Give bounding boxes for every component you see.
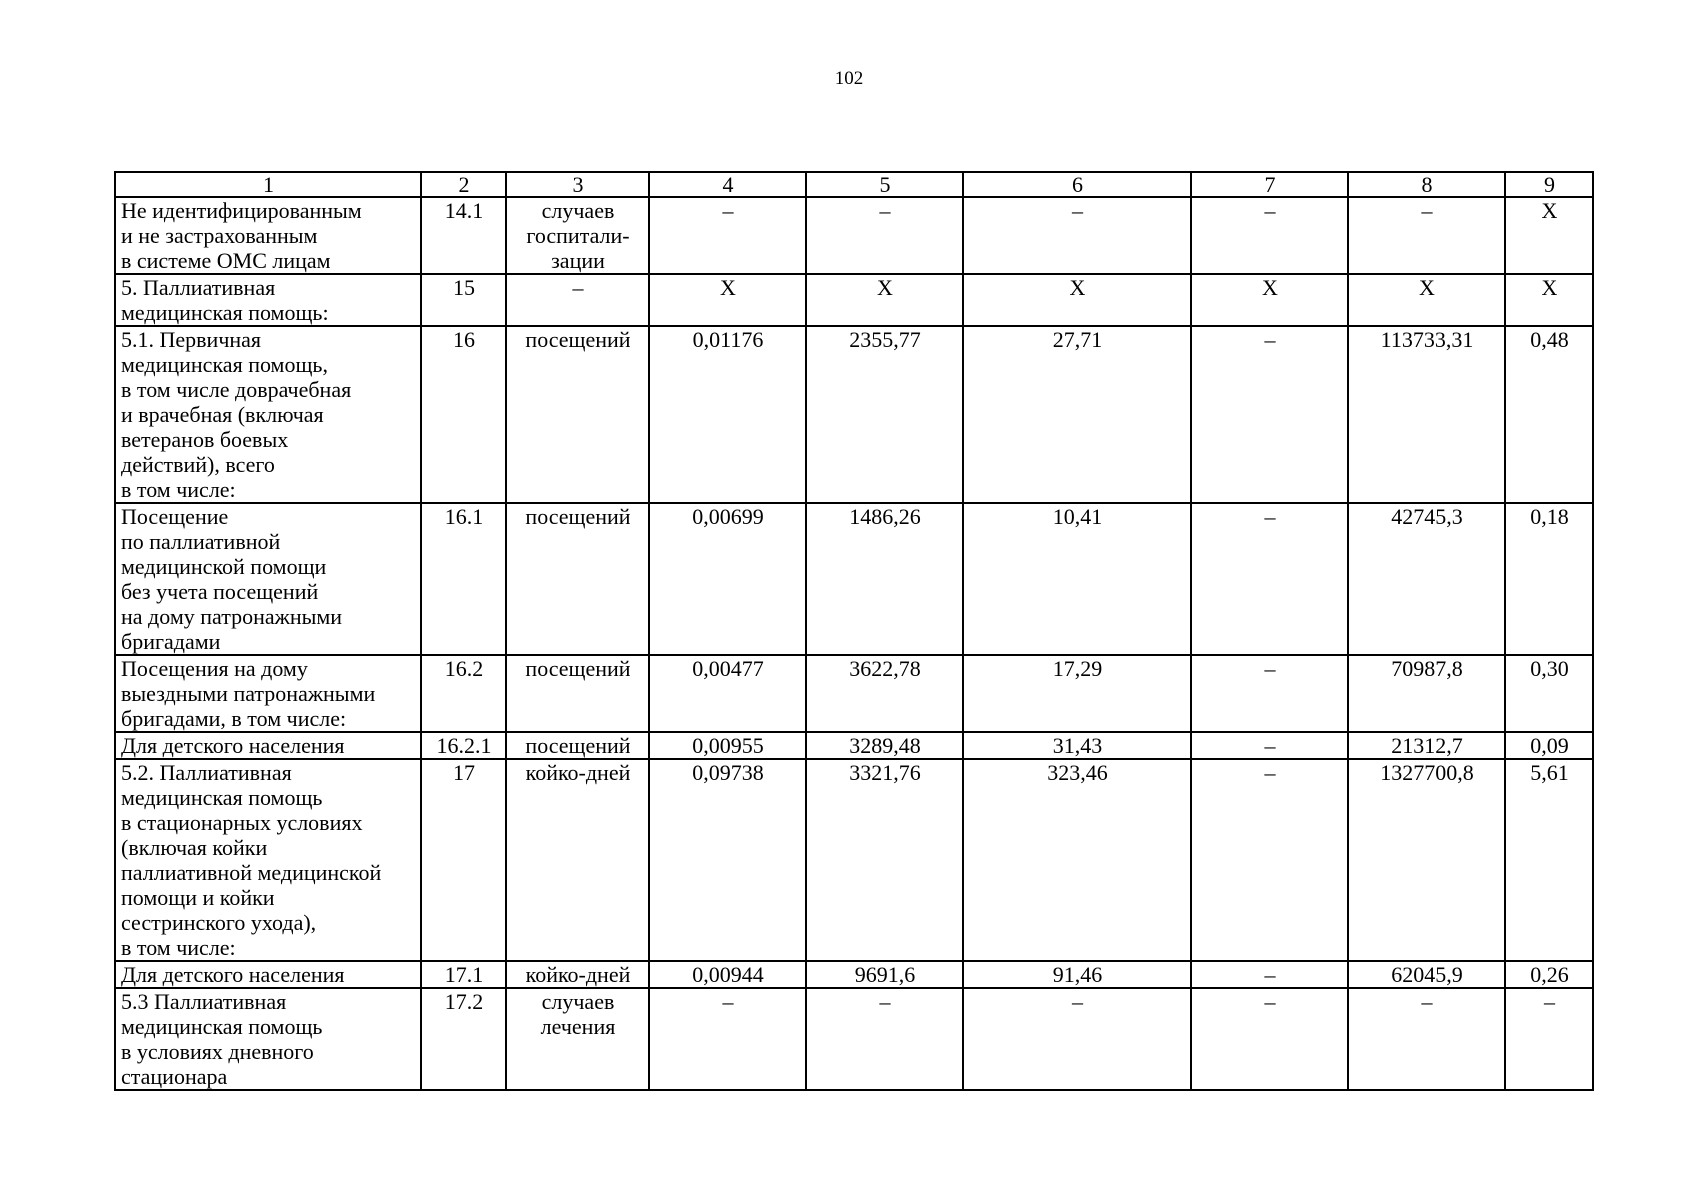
- row-col5-cell: 3622,78: [806, 655, 963, 732]
- row-unit-cell: койко-дней: [506, 759, 649, 961]
- row-name-cell: Посещение по паллиативной медицинской помощи без учета посещений на дому патронажными бригадами: [115, 503, 421, 655]
- row-col5-cell: 3289,48: [806, 732, 963, 759]
- data-table: [114, 171, 1594, 1091]
- row-col9-cell: Х: [1505, 274, 1593, 326]
- table-row: [115, 732, 1593, 759]
- row-col9-cell: 0,26: [1505, 961, 1593, 988]
- row-code-cell: 16: [421, 326, 506, 503]
- row-col7-cell: –: [1191, 655, 1348, 732]
- row-code-cell: 17: [421, 759, 506, 961]
- row-unit-cell: посещений: [506, 326, 649, 503]
- row-col8-cell: 1327700,8: [1348, 759, 1505, 961]
- row-col7-cell: –: [1191, 326, 1348, 503]
- table-row: [115, 326, 1593, 503]
- row-col9-cell: Х: [1505, 197, 1593, 274]
- row-col5-cell: 2355,77: [806, 326, 963, 503]
- row-col9-cell: 0,48: [1505, 326, 1593, 503]
- row-code-cell: 15: [421, 274, 506, 326]
- row-col8-cell: Х: [1348, 274, 1505, 326]
- row-code-cell: 16.2: [421, 655, 506, 732]
- row-col5-cell: –: [806, 197, 963, 274]
- header-cell: 3: [506, 172, 649, 197]
- row-name-cell: Не идентифицированным и не застрахованным в системе ОМС лицам: [115, 197, 421, 274]
- header-cell: 8: [1348, 172, 1505, 197]
- row-col4-cell: 0,00699: [649, 503, 806, 655]
- header-cell: 9: [1505, 172, 1593, 197]
- row-col4-cell: 0,00955: [649, 732, 806, 759]
- row-col7-cell: –: [1191, 503, 1348, 655]
- row-col8-cell: –: [1348, 988, 1505, 1090]
- row-col5-cell: 3321,76: [806, 759, 963, 961]
- row-col8-cell: 21312,7: [1348, 732, 1505, 759]
- table-row: [115, 988, 1593, 1090]
- row-col9-cell: 0,09: [1505, 732, 1593, 759]
- row-name-cell: 5.1. Первичная медицинская помощь, в том числе доврачебная и врачебная (включая ветеранов боевых действий), всего в том числе:: [115, 326, 421, 503]
- table-row: [115, 503, 1593, 655]
- table-row: [115, 759, 1593, 961]
- page-number: 102: [834, 68, 864, 89]
- row-unit-cell: посещений: [506, 732, 649, 759]
- table-row: [115, 197, 1593, 274]
- row-col4-cell: –: [649, 197, 806, 274]
- row-col9-cell: 5,61: [1505, 759, 1593, 961]
- row-col5-cell: 1486,26: [806, 503, 963, 655]
- row-col7-cell: –: [1191, 988, 1348, 1090]
- table-row: [115, 274, 1593, 326]
- row-col7-cell: –: [1191, 961, 1348, 988]
- table-row: [115, 655, 1593, 732]
- row-col8-cell: –: [1348, 197, 1505, 274]
- row-col4-cell: Х: [649, 274, 806, 326]
- row-code-cell: 14.1: [421, 197, 506, 274]
- row-col8-cell: 70987,8: [1348, 655, 1505, 732]
- row-col8-cell: 62045,9: [1348, 961, 1505, 988]
- row-name-cell: 5. Паллиативная медицинская помощь:: [115, 274, 421, 326]
- row-unit-cell: –: [506, 274, 649, 326]
- row-col7-cell: –: [1191, 759, 1348, 961]
- row-code-cell: 17.2: [421, 988, 506, 1090]
- row-col6-cell: 10,41: [963, 503, 1191, 655]
- row-col6-cell: –: [963, 988, 1191, 1090]
- row-col9-cell: 0,18: [1505, 503, 1593, 655]
- row-col4-cell: 0,09738: [649, 759, 806, 961]
- row-col7-cell: Х: [1191, 274, 1348, 326]
- row-name-cell: 5.3 Паллиативная медицинская помощь в условиях дневного стационара: [115, 988, 421, 1090]
- row-col6-cell: 31,43: [963, 732, 1191, 759]
- header-cell: 4: [649, 172, 806, 197]
- row-col7-cell: –: [1191, 732, 1348, 759]
- row-col7-cell: –: [1191, 197, 1348, 274]
- row-name-cell: Для детского населения: [115, 732, 421, 759]
- header-cell: 7: [1191, 172, 1348, 197]
- row-col6-cell: 91,46: [963, 961, 1191, 988]
- row-col6-cell: 27,71: [963, 326, 1191, 503]
- row-col8-cell: 113733,31: [1348, 326, 1505, 503]
- row-unit-cell: посещений: [506, 655, 649, 732]
- row-unit-cell: случаев лечения: [506, 988, 649, 1090]
- row-col4-cell: –: [649, 988, 806, 1090]
- row-col6-cell: 17,29: [963, 655, 1191, 732]
- row-col8-cell: 42745,3: [1348, 503, 1505, 655]
- row-unit-cell: койко-дней: [506, 961, 649, 988]
- row-col6-cell: –: [963, 197, 1191, 274]
- header-cell: 1: [115, 172, 421, 197]
- row-unit-cell: посещений: [506, 503, 649, 655]
- row-col4-cell: 0,00477: [649, 655, 806, 732]
- header-cell: 5: [806, 172, 963, 197]
- row-col5-cell: Х: [806, 274, 963, 326]
- row-col6-cell: 323,46: [963, 759, 1191, 961]
- row-code-cell: 16.2.1: [421, 732, 506, 759]
- header-cell: 2: [421, 172, 506, 197]
- row-name-cell: Для детского населения: [115, 961, 421, 988]
- row-col5-cell: 9691,6: [806, 961, 963, 988]
- row-code-cell: 17.1: [421, 961, 506, 988]
- row-unit-cell: случаев госпитали- зации: [506, 197, 649, 274]
- row-col9-cell: –: [1505, 988, 1593, 1090]
- table-row: [115, 961, 1593, 988]
- row-code-cell: 16.1: [421, 503, 506, 655]
- row-col6-cell: Х: [963, 274, 1191, 326]
- header-row: [115, 172, 1593, 197]
- header-cell: 6: [963, 172, 1191, 197]
- row-name-cell: Посещения на дому выездными патронажными бригадами, в том числе:: [115, 655, 421, 732]
- row-col4-cell: 0,00944: [649, 961, 806, 988]
- row-col9-cell: 0,30: [1505, 655, 1593, 732]
- row-name-cell: 5.2. Паллиативная медицинская помощь в стационарных условиях (включая койки паллиативной медицинской помощи и койки сестринского ухода), в том числе:: [115, 759, 421, 961]
- row-col5-cell: –: [806, 988, 963, 1090]
- row-col4-cell: 0,01176: [649, 326, 806, 503]
